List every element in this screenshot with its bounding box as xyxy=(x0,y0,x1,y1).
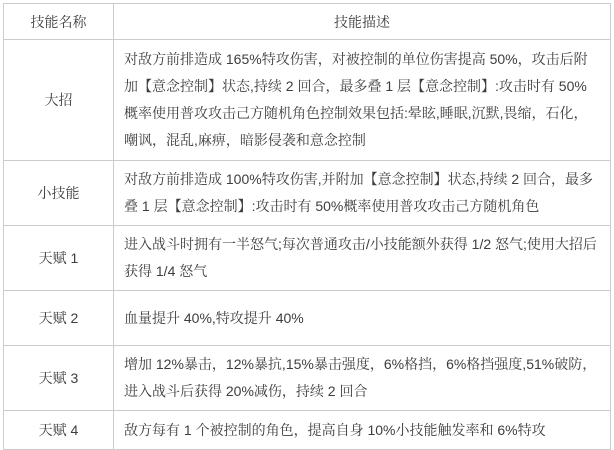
skill-name-cell: 小技能 xyxy=(4,161,114,226)
skill-desc-cell: 血量提升 40%,特攻提升 40% xyxy=(114,291,611,346)
skill-table xyxy=(3,3,611,450)
skill-desc-cell: 敌方每有 1 个被控制的角色，提高自身 10%小技能触发率和 6%特攻 xyxy=(114,411,611,450)
skill-name-cell: 天赋 2 xyxy=(4,291,114,346)
table-row-ultimate xyxy=(4,40,611,161)
skill-name-cell: 天赋 4 xyxy=(4,411,114,450)
header-skill-name: 技能名称 xyxy=(4,4,114,40)
table-row-talent-4 xyxy=(4,411,611,450)
skill-desc-cell: 增加 12%暴击，12%暴抗,15%暴击强度，6%格挡，6%格挡强度,51%破防，进入战斗后获得 20%减伤，持续 2 回合 xyxy=(114,346,611,411)
skill-name-cell: 天赋 3 xyxy=(4,346,114,411)
skill-table-header xyxy=(4,4,611,40)
table-row-small-skill xyxy=(4,161,611,226)
header-row xyxy=(4,4,611,40)
skill-desc-cell: 对敌方前排造成 165%特攻伤害，对被控制的单位伤害提高 50%，攻击后附加【意念控制】状态,持续 2 回合，最多叠 1 层【意念控制】:攻击时有 50%概率使用普攻攻击己方随机角色控制效果包括:晕眩,睡眠,沉默,畏缩，石化，嘲讽，混乱,麻痹，暗影侵袭和意念控制 xyxy=(114,40,611,161)
skill-table-body xyxy=(4,40,611,450)
skill-name-cell: 天赋 1 xyxy=(4,226,114,291)
header-skill-desc: 技能描述 xyxy=(114,4,611,40)
table-row-talent-1 xyxy=(4,226,611,291)
table-row-talent-2 xyxy=(4,291,611,346)
skill-desc-cell: 进入战斗时拥有一半怒气;每次普通攻击/小技能额外获得 1/2 怒气;使用大招后获得 1/4 怒气 xyxy=(114,226,611,291)
skill-name-cell: 大招 xyxy=(4,40,114,161)
table-row-talent-3 xyxy=(4,346,611,411)
skill-desc-cell: 对敌方前排造成 100%特攻伤害,并附加【意念控制】状态,持续 2 回合，最多叠 1 层【意念控制】:攻击时有 50%概率使用普攻攻击己方随机角色 xyxy=(114,161,611,226)
